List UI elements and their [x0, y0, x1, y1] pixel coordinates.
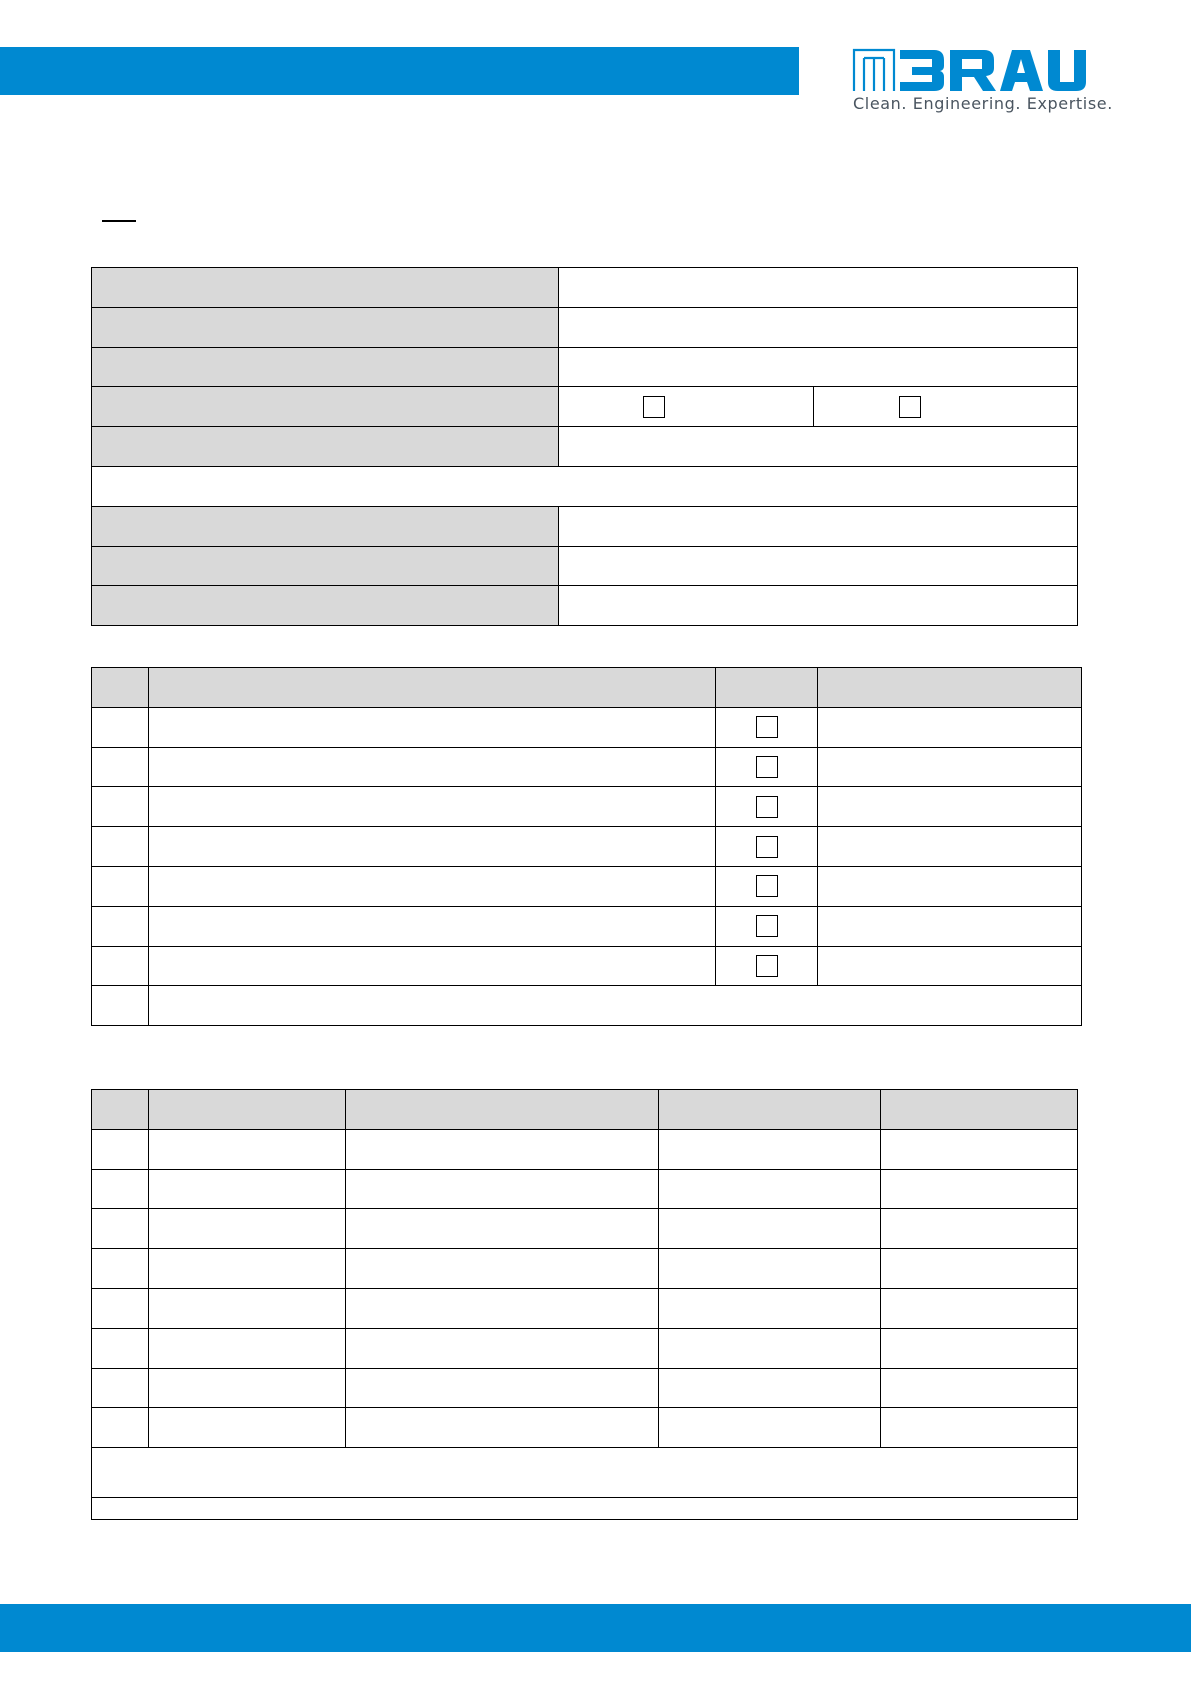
log-cell[interactable] [659, 1368, 881, 1408]
info-value-field[interactable] [559, 307, 1078, 347]
footer-bar [0, 1604, 1191, 1652]
column-header [92, 1090, 149, 1130]
column-header [881, 1090, 1078, 1130]
checklist-header-row [92, 668, 1082, 708]
log-cell[interactable] [346, 1169, 659, 1209]
check-item [149, 866, 716, 906]
log-last-row [92, 1498, 1078, 1520]
info-row [92, 506, 1078, 546]
row-number [92, 787, 149, 827]
log-row [92, 1408, 1078, 1448]
info-row-full [92, 466, 1078, 506]
log-cell[interactable] [92, 1288, 149, 1328]
info-value-field[interactable] [559, 268, 1078, 308]
log-cell[interactable] [92, 1129, 149, 1169]
info-label [92, 506, 559, 546]
log-cell[interactable] [346, 1288, 659, 1328]
info-label [92, 427, 559, 467]
info-label [92, 387, 559, 427]
checklist-footer-row [92, 986, 1082, 1026]
checklist-table [91, 667, 1082, 1026]
log-cell[interactable] [881, 1408, 1078, 1448]
log-cell[interactable] [659, 1288, 881, 1328]
log-row [92, 1209, 1078, 1249]
remark-field[interactable] [818, 747, 1082, 787]
row-number [92, 747, 149, 787]
option-b-cell [814, 387, 1078, 427]
column-header [149, 668, 716, 708]
log-cell[interactable] [149, 1209, 346, 1249]
row-number [92, 906, 149, 946]
remark-field[interactable] [818, 946, 1082, 986]
option-a-cell [559, 387, 814, 427]
mbraun-logo-mark [852, 46, 1107, 94]
info-table [91, 267, 1078, 626]
log-cell[interactable] [659, 1249, 881, 1289]
info-label [92, 546, 559, 586]
check-item [149, 787, 716, 827]
column-header [92, 668, 149, 708]
log-cell[interactable] [92, 1368, 149, 1408]
check-checkbox[interactable] [756, 756, 778, 778]
row-number [92, 866, 149, 906]
check-cell [716, 946, 818, 986]
log-cell[interactable] [881, 1249, 1078, 1289]
log-cell[interactable] [92, 1169, 149, 1209]
log-cell[interactable] [881, 1368, 1078, 1408]
log-row [92, 1129, 1078, 1169]
log-cell[interactable] [92, 1408, 149, 1448]
info-value-field[interactable] [559, 506, 1078, 546]
check-checkbox[interactable] [756, 915, 778, 937]
info-row [92, 307, 1078, 347]
info-label [92, 268, 559, 308]
log-note-field[interactable] [92, 1448, 1078, 1498]
log-cell[interactable] [92, 1249, 149, 1289]
info-label [92, 586, 559, 626]
check-checkbox[interactable] [756, 836, 778, 858]
log-row [92, 1368, 1078, 1408]
info-label [92, 307, 559, 347]
check-checkbox[interactable] [756, 796, 778, 818]
column-header [818, 668, 1082, 708]
log-header-row [92, 1090, 1078, 1130]
checklist-row [92, 866, 1082, 906]
log-cell[interactable] [149, 1288, 346, 1328]
log-cell[interactable] [881, 1328, 1078, 1368]
remark-field[interactable] [818, 707, 1082, 747]
logo-tagline: Clean. Engineering. Expertise. [853, 94, 1113, 113]
info-label [92, 347, 559, 387]
log-cell[interactable] [881, 1209, 1078, 1249]
mbraun-logo [852, 46, 1113, 116]
log-row [92, 1249, 1078, 1289]
log-cell[interactable] [659, 1129, 881, 1169]
log-cell[interactable] [92, 1328, 149, 1368]
remark-field[interactable] [818, 827, 1082, 867]
column-header [659, 1090, 881, 1130]
remark-field[interactable] [818, 906, 1082, 946]
check-item [149, 906, 716, 946]
log-cell[interactable] [881, 1169, 1078, 1209]
checklist-row [92, 906, 1082, 946]
log-last-field[interactable] [92, 1498, 1078, 1520]
check-cell [716, 787, 818, 827]
check-cell [716, 747, 818, 787]
log-cell[interactable] [659, 1328, 881, 1368]
log-row [92, 1328, 1078, 1368]
log-row [92, 1169, 1078, 1209]
log-cell[interactable] [659, 1169, 881, 1209]
check-item [149, 747, 716, 787]
log-cell[interactable] [881, 1129, 1078, 1169]
log-row [92, 1288, 1078, 1328]
log-note-row [92, 1448, 1078, 1498]
info-row [92, 347, 1078, 387]
info-value-field[interactable] [559, 546, 1078, 586]
info-row [92, 546, 1078, 586]
log-cell[interactable] [149, 1368, 346, 1408]
log-cell[interactable] [149, 1129, 346, 1169]
info-row-options [92, 387, 1078, 427]
info-value-field[interactable] [559, 427, 1078, 467]
info-value-field[interactable] [559, 347, 1078, 387]
log-cell[interactable] [346, 1209, 659, 1249]
log-cell[interactable] [149, 1249, 346, 1289]
check-item [149, 946, 716, 986]
log-cell[interactable] [659, 1209, 881, 1249]
log-cell[interactable] [149, 1169, 346, 1209]
info-row [92, 427, 1078, 467]
log-cell[interactable] [881, 1288, 1078, 1328]
remark-field[interactable] [818, 787, 1082, 827]
checklist-row [92, 747, 1082, 787]
info-full-field[interactable] [92, 466, 1078, 506]
log-cell[interactable] [149, 1408, 346, 1448]
check-checkbox[interactable] [756, 875, 778, 897]
log-cell[interactable] [149, 1328, 346, 1368]
column-header [149, 1090, 346, 1130]
column-header [716, 668, 818, 708]
info-row [92, 586, 1078, 626]
check-item [149, 707, 716, 747]
check-cell [716, 866, 818, 906]
check-checkbox[interactable] [756, 955, 778, 977]
check-item [149, 827, 716, 867]
column-header [346, 1090, 659, 1130]
remark-field[interactable] [818, 866, 1082, 906]
log-table [91, 1089, 1078, 1520]
check-cell [716, 827, 818, 867]
check-cell [716, 906, 818, 946]
log-cell[interactable] [346, 1368, 659, 1408]
log-cell[interactable] [346, 1249, 659, 1289]
info-row [92, 268, 1078, 308]
row-number [92, 827, 149, 867]
header-bar [0, 47, 799, 95]
log-cell[interactable] [659, 1408, 881, 1448]
row-number [92, 986, 149, 1026]
log-cell[interactable] [346, 1129, 659, 1169]
title-underline [102, 220, 136, 222]
checklist-footer-field[interactable] [149, 986, 1082, 1026]
checklist-row [92, 827, 1082, 867]
log-cell[interactable] [346, 1328, 659, 1368]
option-b-checkbox[interactable] [899, 396, 921, 418]
row-number [92, 946, 149, 986]
row-number [92, 707, 149, 747]
info-value-field[interactable] [559, 586, 1078, 626]
checklist-row [92, 707, 1082, 747]
check-checkbox[interactable] [756, 716, 778, 738]
check-cell [716, 707, 818, 747]
checklist-row [92, 946, 1082, 986]
option-a-checkbox[interactable] [643, 396, 665, 418]
log-cell[interactable] [92, 1209, 149, 1249]
checklist-row [92, 787, 1082, 827]
log-cell[interactable] [346, 1408, 659, 1448]
